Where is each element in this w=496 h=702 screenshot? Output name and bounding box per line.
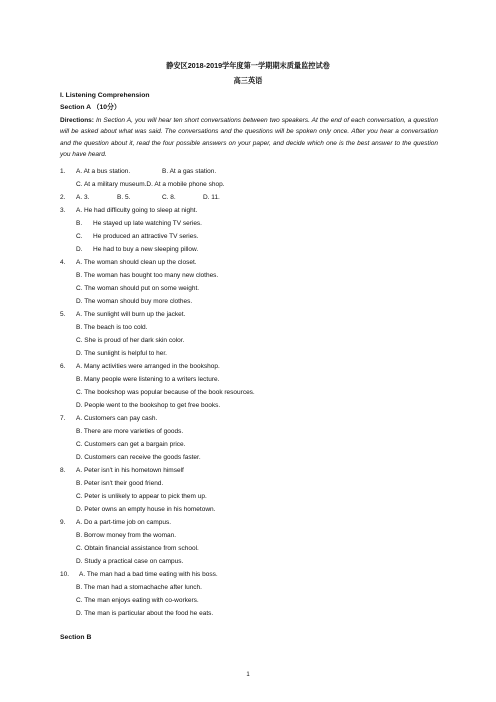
option-d: D. 11.: [203, 194, 220, 201]
option-c: C. Customers can get a bargain price.: [76, 441, 186, 448]
option-a: A. The man had a bad time eating with his boss.: [79, 571, 218, 578]
option-letter: C.: [76, 233, 83, 240]
option-b: B. Borrow money from the woman.: [76, 532, 177, 539]
option-line: [76, 466, 184, 475]
option-b: He stayed up late watching TV series.: [93, 220, 202, 227]
option-b: B. The woman has bought too many new clothes.: [76, 272, 219, 279]
option-line: [76, 232, 83, 241]
option-a: A. The woman should clean up the closet.: [76, 259, 197, 266]
option-b: B. Peter isn't their good friend.: [76, 480, 164, 487]
section-b-heading: Section B: [60, 634, 92, 641]
page-number: 1: [246, 672, 250, 678]
question-number: 8.: [60, 467, 66, 474]
option-line: [76, 479, 163, 488]
option-a: A. 3.: [76, 194, 90, 201]
question-number: 6.: [60, 363, 66, 370]
option-line: [76, 284, 199, 293]
option-line: [76, 271, 218, 280]
option-line: [76, 440, 185, 449]
option-a: A. Many activities were arranged in the bookshop.: [76, 363, 220, 370]
option-line: [76, 323, 147, 332]
option-c: He produced an attractive TV series.: [93, 233, 199, 240]
option-d: D. The sunlight is helpful to her.: [76, 350, 167, 357]
option-c-d: C. At a military museum.D. At a mobile phone shop.: [76, 181, 225, 188]
option-line: [76, 167, 130, 176]
option-line: [76, 310, 185, 319]
option-line: [76, 583, 202, 592]
option-line: [93, 219, 202, 228]
option-a: A. He had difficulty going to sleep at night.: [76, 207, 198, 214]
option-line: [79, 570, 218, 579]
option-d: D. The woman should buy more clothes.: [76, 298, 193, 305]
question-number: 9.: [60, 519, 66, 526]
option-line: [76, 336, 184, 345]
question-number: 10.: [60, 571, 70, 578]
option-line: [76, 414, 157, 423]
option-letter: B.: [76, 220, 83, 227]
option-d: D. The man is particular about the food he eats.: [76, 610, 214, 617]
option-a: A. At a bus station.: [76, 168, 131, 175]
directions-label: Directions:: [60, 117, 94, 124]
option-c: C. She is proud of her dark skin color.: [76, 337, 185, 344]
option-d: He had to buy a new sleeping pillow.: [93, 246, 199, 253]
option-line: [76, 388, 255, 397]
option-a: A. Do a part-time job on campus.: [76, 519, 172, 526]
option-line: [117, 193, 130, 202]
question-number: 1.: [60, 168, 66, 175]
option-line: [162, 167, 216, 176]
option-b: B. At a gas station.: [162, 168, 217, 175]
option-c: C. The man enjoys eating with co-workers.: [76, 597, 199, 604]
option-line: [76, 544, 199, 553]
option-line: [93, 245, 198, 254]
part-heading: I. Listening Comprehension: [60, 92, 150, 99]
directions-text: In Section A, you will hear ten short conversations between two speakers. At the end of each conversation, a question will be asked about what was said. The conversations and the questions will be spoken only once. After you hear a conversation and the question about it, read the four possible answers on your paper, and decide which one is the best answer to the question you have heard.: [60, 117, 438, 159]
exam-title: 静安区2018-2019学年度第一学期期末质量监控试卷: [166, 61, 330, 70]
option-letter: D.: [76, 246, 83, 253]
exam-subtitle: 高三英语: [233, 76, 263, 85]
option-d: D. Peter owns an empty house in his hometown.: [76, 506, 216, 513]
option-line: [162, 193, 176, 202]
option-d: D. People went to the bookshop to get free books.: [76, 402, 221, 409]
option-a: A. The sunlight will burn up the jacket.: [76, 311, 186, 318]
option-line: [76, 206, 197, 215]
option-line: [76, 557, 183, 566]
question-number: 7.: [60, 415, 66, 422]
option-line: [76, 362, 220, 371]
option-b: B. The man had a stomachache after lunch.: [76, 584, 202, 591]
option-b: B. Many people were listening to a writers lecture.: [76, 376, 220, 383]
option-line: [76, 349, 167, 358]
directions: [60, 115, 438, 161]
option-line: [76, 531, 176, 540]
option-line: [76, 219, 82, 228]
option-line: [76, 427, 183, 436]
option-a: A. Peter isn't in his hometown himself: [76, 467, 184, 474]
option-line: [76, 245, 83, 254]
option-line: [76, 492, 207, 501]
option-c: C. 8.: [162, 194, 176, 201]
option-c: C. Peter is unlikely to appear to pick them up.: [76, 493, 207, 500]
option-line: [76, 193, 89, 202]
option-line: [76, 258, 197, 267]
question-number: 4.: [60, 259, 66, 266]
option-line: [76, 596, 199, 605]
option-c: C. The bookshop was popular because of the book resources.: [76, 389, 255, 396]
option-line: [76, 453, 201, 462]
option-c: C. The woman should put on some weight.: [76, 285, 200, 292]
option-a: A. Customers can pay cash.: [76, 415, 158, 422]
option-line: [76, 609, 213, 618]
option-line: [76, 518, 171, 527]
option-line: [76, 505, 215, 514]
option-line: [76, 297, 192, 306]
option-b: B. There are more varieties of goods.: [76, 428, 184, 435]
option-line: [76, 401, 220, 410]
question-number: 3.: [60, 207, 66, 214]
question-number: 5.: [60, 311, 66, 318]
option-line: [93, 232, 198, 241]
option-b: B. 5.: [117, 194, 131, 201]
option-line: [203, 193, 220, 202]
option-b: B. The beach is too cold.: [76, 324, 148, 331]
option-c: C. Obtain financial assistance from school.: [76, 545, 199, 552]
option-line: [76, 180, 224, 189]
section-a-heading: Section A （10分）: [60, 104, 121, 111]
option-line: [76, 375, 219, 384]
option-d: D. Customers can receive the goods faster.: [76, 454, 201, 461]
question-number: 2.: [60, 194, 66, 201]
option-d: D. Study a practical case on campus.: [76, 558, 184, 565]
